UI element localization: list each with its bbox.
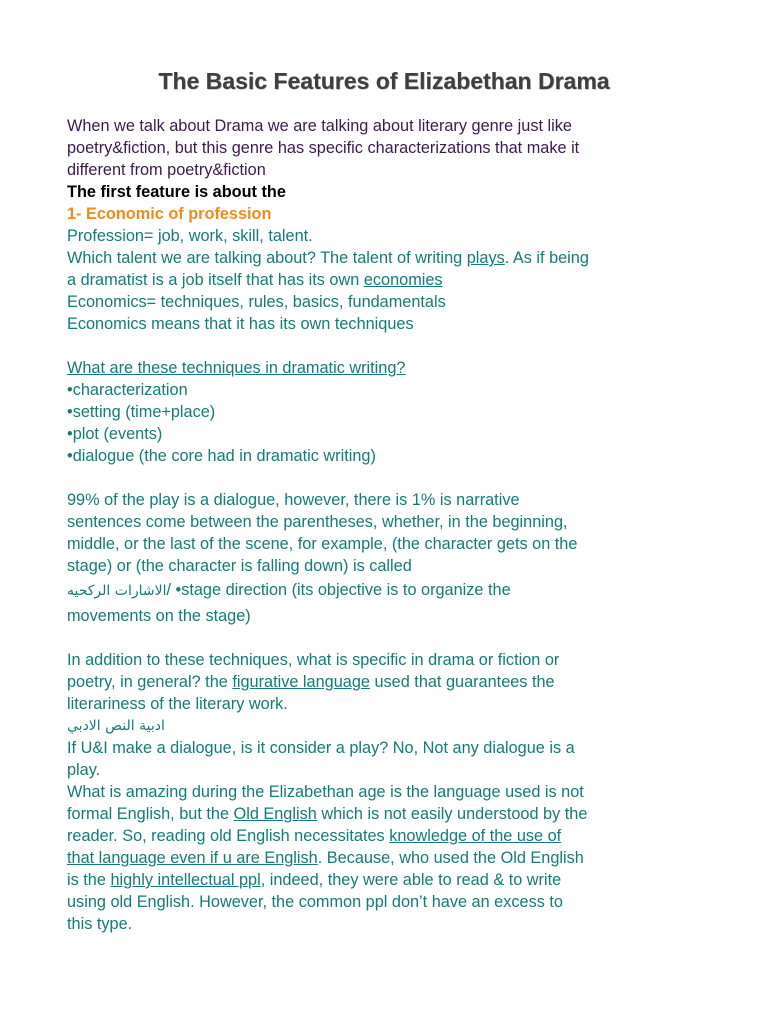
- technique-item: •setting (time+place): [67, 403, 216, 421]
- talent-line: a dramatist is a job itself that has its own economies: [67, 271, 443, 289]
- underlined-old-english: Old English: [233, 805, 317, 823]
- addition-line: using old English. However, the common ppl don’t have an excess to: [67, 893, 563, 911]
- addition-line: literariness of the literary work.: [67, 695, 288, 713]
- underlined-plays: plays: [466, 249, 505, 267]
- addition-line: poetry, in general? the figurative language used that guarantees the: [67, 673, 555, 691]
- first-feature-line: The first feature is about the: [67, 183, 286, 201]
- economics-definition: Economics= techniques, rules, basics, fundamentals: [67, 293, 446, 311]
- profession-paragraph: [67, 225, 707, 935]
- addition-line: that language even if u are English. Because, who used the Old English: [67, 849, 584, 867]
- profession-definition: Profession= job, work, skill, talent.: [67, 227, 313, 245]
- underlined-economies: economies: [363, 271, 443, 289]
- dialogue-line: الاشارات الركحيه/ •stage direction (its objective is to organize the: [67, 581, 511, 599]
- economics-meaning: Economics means that it has its own techniques: [67, 315, 414, 333]
- addition-line: If U&I make a dialogue, is it consider a play? No, Not any dialogue is a: [67, 739, 575, 757]
- dialogue-line: stage) or (the character is falling down) is called: [67, 557, 412, 575]
- intro-line: When we talk about Drama we are talking about literary genre just like: [67, 117, 572, 135]
- technique-item: •characterization: [67, 381, 188, 399]
- dialogue-line: middle, or the last of the scene, for example, (the character gets on the: [67, 535, 578, 553]
- section-heading: 1- Economic of profession: [67, 205, 272, 223]
- dialogue-line: sentences come between the parentheses, whether, in the beginning,: [67, 513, 568, 531]
- intro-line: different from poetry&fiction: [67, 161, 266, 179]
- underlined-figurative: figurative language: [232, 673, 370, 691]
- underlined-knowledge: knowledge of the use of: [389, 827, 562, 845]
- intro-line: poetry&fiction, but this genre has specific characterizations that make it: [67, 139, 580, 157]
- page-title: The Basic Features of Elizabethan Drama: [158, 68, 610, 94]
- technique-item: •plot (events): [67, 425, 163, 443]
- addition-line: is the highly intellectual ppl, indeed, they were able to read & to write: [67, 871, 562, 889]
- underlined-knowledge: that language even if u are English: [67, 849, 318, 867]
- addition-line: reader. So, reading old English necessitates knowledge of the use of: [67, 827, 562, 845]
- talent-line: Which talent we are talking about? The talent of writing plays. As if being: [67, 249, 589, 267]
- dialogue-line: movements on the stage): [67, 607, 251, 625]
- addition-line: play.: [67, 761, 101, 779]
- technique-item: •dialogue (the core had in dramatic writing): [67, 447, 376, 465]
- addition-line: this type.: [67, 915, 133, 933]
- addition-line: In addition to these techniques, what is specific in drama or fiction or: [67, 651, 560, 669]
- addition-line: What is amazing during the Elizabethan age is the language used is not: [67, 783, 584, 801]
- underlined-highly-intellectual: highly intellectual ppl: [110, 871, 261, 889]
- arabic-stage-direction: الاشارات الركحيه: [67, 583, 167, 599]
- dialogue-line: 99% of the play is a dialogue, however, there is 1% is narrative: [67, 491, 520, 509]
- addition-line: formal English, but the Old English which is not easily understood by the: [67, 805, 588, 823]
- intro-paragraph: [67, 115, 707, 181]
- techniques-question: What are these techniques in dramatic writing?: [67, 359, 406, 377]
- document-body: [67, 115, 707, 935]
- arabic-literariness: ادبية النص الادبي: [67, 718, 165, 734]
